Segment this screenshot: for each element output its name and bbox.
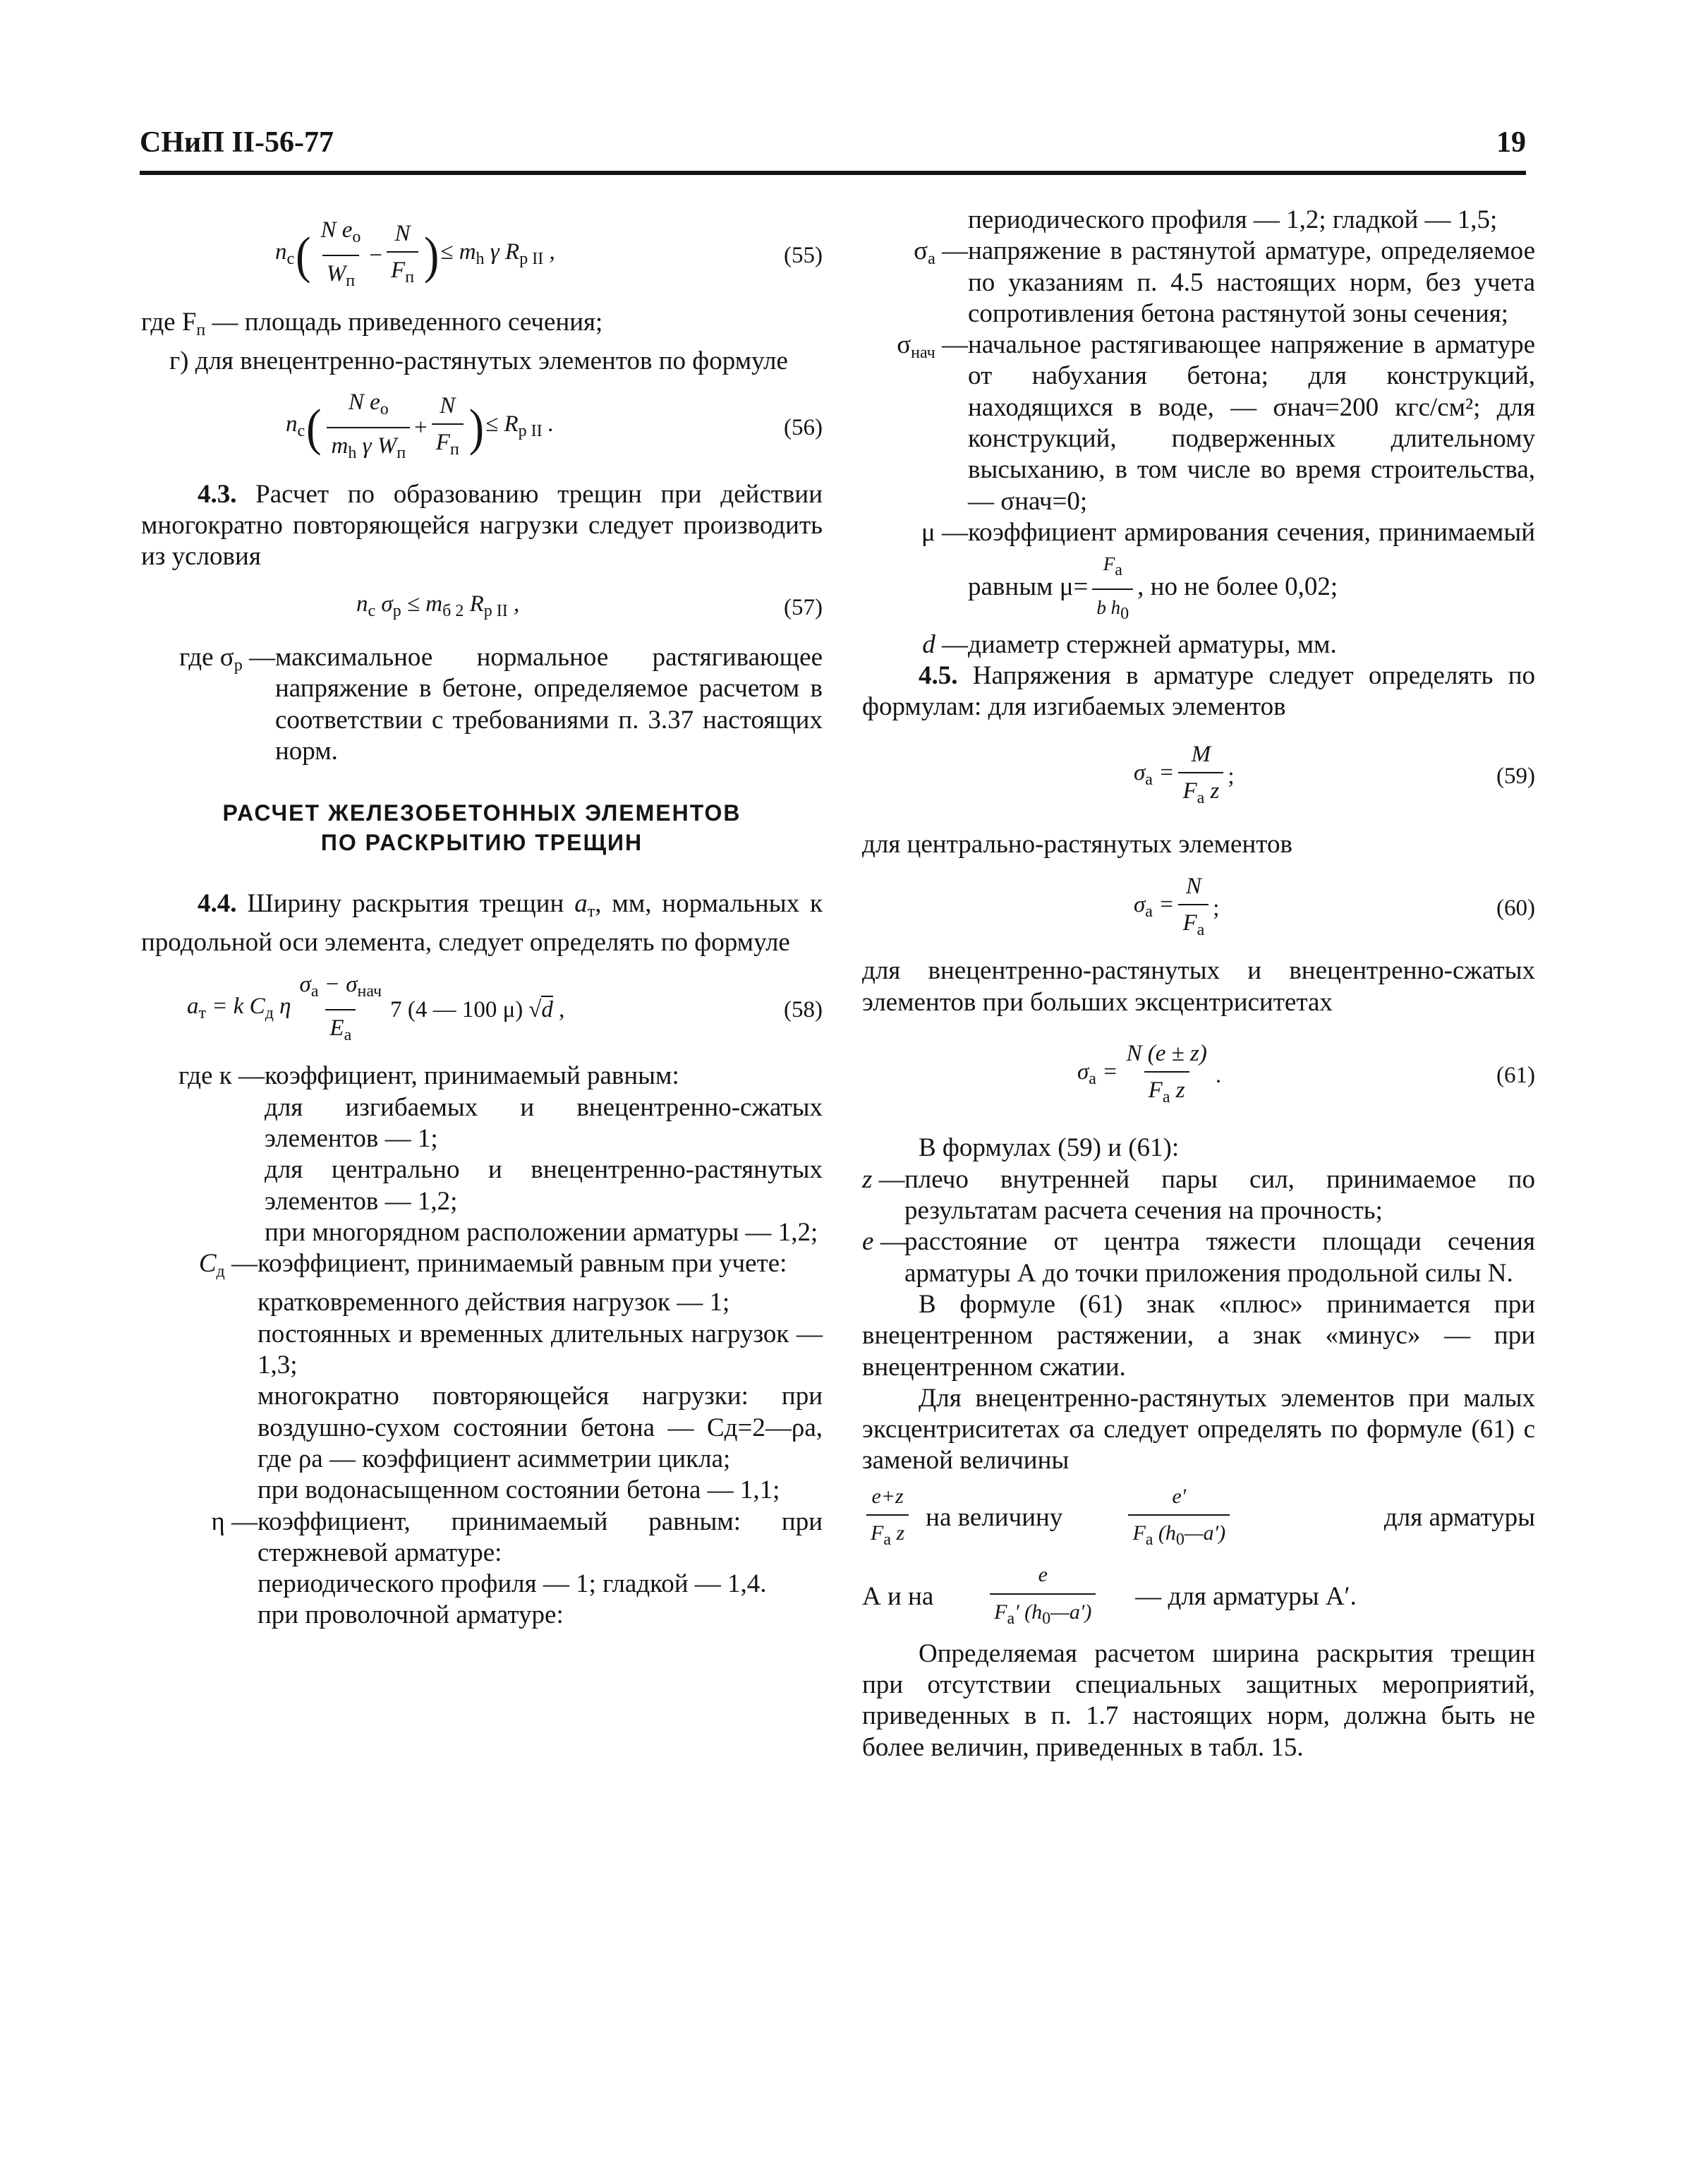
k-item-3: при многорядном расположении арматуры — 1,2; [265,1217,818,1247]
definition-cd: Cд — коэффициент, принимаемый равным при учете: [198,1249,787,1281]
replacement-line-1: $\frac{e+z}{F_a z}$ на величину $\frac{e'}{F_a (h_0—a')}$ для арматуры [862,1481,1535,1556]
k-item-1: для изгибаемых и внецентренно-сжатых элементов — 1; [265,1092,823,1153]
formula-58-number: (58) [784,996,823,1022]
paragraph-4-3: 4.3. Расчет по образованию трещин при действии многократно повторяющейся нагрузки следует производить из условия [141,479,823,572]
eta-item-2: при проволочной арматуре: [258,1600,564,1630]
formula-56-number: (56) [784,415,823,441]
definition-k: где к — коэффициент, принимаемый равным: [178,1061,679,1091]
formula-57-number: (57) [784,594,823,620]
cd-item-3: многократно повторяющейся нагрузки: при воздушно-сухом состоянии бетона — Cд=2—ρа, где ρа — коэффициент асимметрии цикла; [258,1382,823,1473]
item-g: г) для внецентренно-растянутых элементов по формуле [169,346,788,375]
definition-sigma-p: где σр — максимальное нормальное растягивающее напряжение в бетоне, определяемое расчетом в соответствии с требованиями п. 3.37 настоящих норм. [178,642,823,766]
definition-mu: μ — коэффициент армирования сечения, принимаемый равным μ= $\frac{Fa}{\text{b h0}}$ , но не более 0,02; [862,517,1535,629]
formula-55: $n_с$ ( $\frac{N e_o}{W_п}$ − $\frac{N}{F_п}$ ) ≤ $m_h$ γ $R_{р II}$ , (55) [141,215,823,297]
formula-57: $n_с$ $\sigma_р \le m_{б 2}$ $R_{р II}$ , (57) [141,588,823,627]
definition-e: e — расстояние от центра тяжести площади сечения арматуры А до точки приложения продольной силы N. [862,1227,1535,1288]
continuation-text: периодического профиля — 1,2; гладкой — 1,5; [968,205,1498,234]
cd-item-1: кратковременного действия нагрузок — 1; [258,1288,730,1317]
formula-60: $\sigma_а$ = $\frac{N}{F_а}$ ; (60) [862,871,1535,946]
formula-60-number: (60) [1496,895,1535,921]
formula-59-number: (59) [1496,763,1535,789]
k-item-2: для центрально и внецентренно-растянутых элементов — 1,2; [265,1155,823,1216]
where-fp-line: где Fп — площадь приведенного сечения; [141,307,603,339]
page-number: 19 [1496,126,1526,159]
central-tension-text: для центрально-растянутых элементов [862,830,1292,859]
small-eccentricity-text: Для внецентренно-растянутых элементов при малых эксцентриситетах σа следует определять по формуле (61) с заменой величины [862,1383,1535,1475]
eta-item-1: периодического профиля — 1; гладкой — 1,4. [258,1569,767,1599]
replacement-line-2: А и на $\frac{e}{F_a' (h_0—a')}$ — для арматуры А′. [862,1559,1535,1634]
cd-item-2: постоянных и временных длительных нагрузок — 1,3; [258,1319,823,1380]
header-rule [140,171,1526,175]
formula-61: $\sigma_а$ = $\frac{N (e \pm z)}{F_а z}$ . (61) [862,1038,1535,1113]
cd-item-4: при водонасыщенном состоянии бетона — 1,1; [258,1475,780,1505]
formula-55-number: (55) [784,243,823,269]
formula-58: $a_т = k$ $C_д$ η $\frac{\sigma_а - \sigma_{нач}}{E_а}$ 7 (4 — 100 μ) √d , (58) [141,969,823,1051]
paragraph-4-5: 4.5. Напряжения в арматуре следует определять по формулам: для изгибаемых элементов [862,661,1535,722]
sign-rule-text: В формуле (61) знак «плюс» принимается при внецентренном растяжении, а знак «минус» — при внецентренном сжатии. [862,1289,1535,1382]
formula-61-number: (61) [1496,1062,1535,1088]
in-formulas-line: В формулах (59) и (61): [919,1133,1180,1163]
definition-z: z — плечо внутренней пары сил, принимаемое по результатам расчета сечения на прочность; [862,1164,1535,1226]
final-paragraph: Определяемая расчетом ширина раскрытия трещин при отсутствии специальных защитных мероприятий, приведенных в п. 1.7 настоящих норм, должна быть не более величин, приведенных в табл. 15. [862,1638,1535,1762]
definition-eta: η — коэффициент, принимаемый равным: при стержневой арматуре: [211,1507,823,1567]
formula-59: $\sigma_а$ = $\frac{M}{F_а z}$ ; (59) [862,739,1535,814]
definition-sigma-a: σа — напряжение в растянутой арматуре, определяемое по указаниям п. 4.5 настоящих норм, без учета сопротивления бетона растянутой зоны сечения; [914,236,1535,328]
formula-56: $n_с$ ( $\frac{N e_o}{m_h \gamma W_п}$ + $\frac{N}{F_п}$ ) ≤ $R_{р II}$ . (56) [141,387,823,469]
definition-sigma-nach: σнач — начальное растягивающее напряжение в арматуре от набухания бетона; для конструкций, находящихся в воде, — σнач=200 кгс/см²; для конструкций, подверженных длительному высыханию, в том числе во время строительства, — σнач=0; [897,330,1535,516]
paragraph-4-4: 4.4. Ширину раскрытия трещин aт, мм, нормальных к продольной оси элемента, следует определять по формуле [141,889,823,958]
right-column [862,205,1535,1763]
section-heading-line-1: РАСЧЕТ ЖЕЛЕЗОБЕТОННЫХ ЭЛЕМЕНТОВ [222,800,741,826]
eccentric-text: для внецентренно-растянутых и внецентренно-сжатых элементов при больших эксцентриситетах [862,956,1535,1017]
definition-d: d — диаметр стержней арматуры, мм. [922,629,1337,659]
document-code: СНиП II-56-77 [140,126,334,159]
left-column [141,205,823,1631]
section-heading-line-2: ПО РАСКРЫТИЮ ТРЕЩИН [320,830,643,856]
